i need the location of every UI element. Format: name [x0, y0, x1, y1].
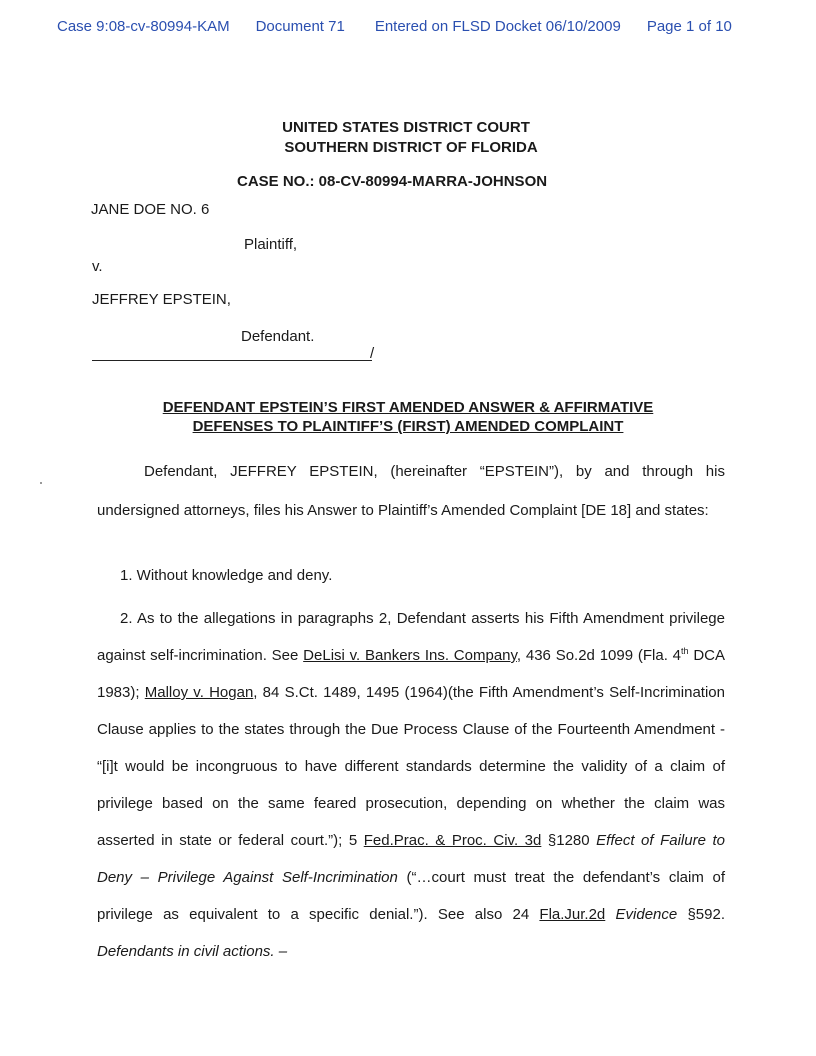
- header-document-number: Document 71: [255, 18, 345, 35]
- versus-label: v.: [92, 258, 103, 275]
- item2-text-f: (“…court must treat the defendant’s claim of privilege as equivalent to a specific denial.”). See also 24: [97, 869, 726, 923]
- header-entered-date: Entered on FLSD Docket 06/10/2009: [374, 18, 621, 35]
- title-line-2: DEFENSES TO PLAINTIFF’S (FIRST) AMENDED COMPLAINT: [192, 418, 624, 435]
- case-number: CASE NO.: 08-CV-80994-MARRA-JOHNSON: [237, 173, 548, 190]
- item2-text-g: [605, 906, 615, 923]
- plaintiff-name: JANE DOE NO. 6: [91, 201, 210, 218]
- item2-text-b: , 436 So.2d 1099 (Fla. 4: [516, 647, 682, 664]
- plaintiff-label: Plaintiff,: [244, 236, 298, 253]
- document-title: [0, 398, 816, 436]
- title-line-1: DEFENDANT EPSTEIN’S FIRST AMENDED ANSWER & AFFIRMATIVE: [162, 399, 654, 416]
- answer-item-1: 1. Without knowledge and deny.: [120, 567, 333, 584]
- source-fla-jur: Fla.Jur.2d: [539, 906, 606, 923]
- header-case-number: Case 9:08-cv-80994-KAM: [57, 18, 230, 35]
- answer-item-2: [97, 600, 725, 970]
- defendant-label: Defendant.: [241, 328, 315, 345]
- header-page-number: Page 1 of 10: [646, 18, 732, 35]
- court-line-2: SOUTHERN DISTRICT OF FLORIDA: [284, 139, 538, 156]
- court-heading: [0, 118, 816, 158]
- intro-paragraph: Defendant, JEFFREY EPSTEIN, (hereinafter “EPSTEIN”), by and through his undersigned attorneys, files his Answer to Plaintiff’s Amended Complaint [DE 18] and states:: [97, 463, 725, 519]
- court-line-1: UNITED STATES DISTRICT COURT: [282, 119, 530, 136]
- ordinal-superscript: th: [681, 646, 689, 656]
- item2-text-d: , 84 S.Ct. 1489, 1495 (1964)(the Fifth Amendment’s Self-Incrimination Clause applies to the states through the Due Process Clause of the Fourteenth Amendment - “[i]t would be incongruous to have different standards determine the validity of a claim of privilege based on the same feared prosecution, depending on whether the claim was asserted in state or federal court.”); 5: [97, 684, 725, 849]
- section-title-1280: Effect of Failure to Deny – Privilege Against Self-Incrimination: [97, 832, 725, 886]
- source-fed-prac: Fed.Prac. & Proc. Civ. 3d: [363, 832, 542, 849]
- docket-header: [57, 18, 786, 35]
- item2-text-c: DCA 1983);: [97, 647, 726, 701]
- caption-slash: /: [370, 345, 375, 362]
- item2-text-e: §1280: [541, 832, 597, 849]
- case-citation-malloy: Malloy v. Hogan: [144, 684, 254, 701]
- defendant-name: JEFFREY EPSTEIN,: [92, 291, 231, 308]
- item2-text-a: 2. As to the allegations in paragraphs 2, Defendant asserts his Fifth Amendment privilege against self-incrimination. See: [97, 610, 725, 664]
- section-title-592: Defendants in civil actions. –: [97, 943, 288, 960]
- scan-speck: [40, 482, 42, 484]
- item2-text-h: §592.: [677, 906, 725, 923]
- evidence-label: Evidence: [615, 906, 678, 923]
- case-citation-delisi: DeLisi v. Bankers Ins. Company: [303, 647, 517, 664]
- caption-rule: [92, 360, 372, 361]
